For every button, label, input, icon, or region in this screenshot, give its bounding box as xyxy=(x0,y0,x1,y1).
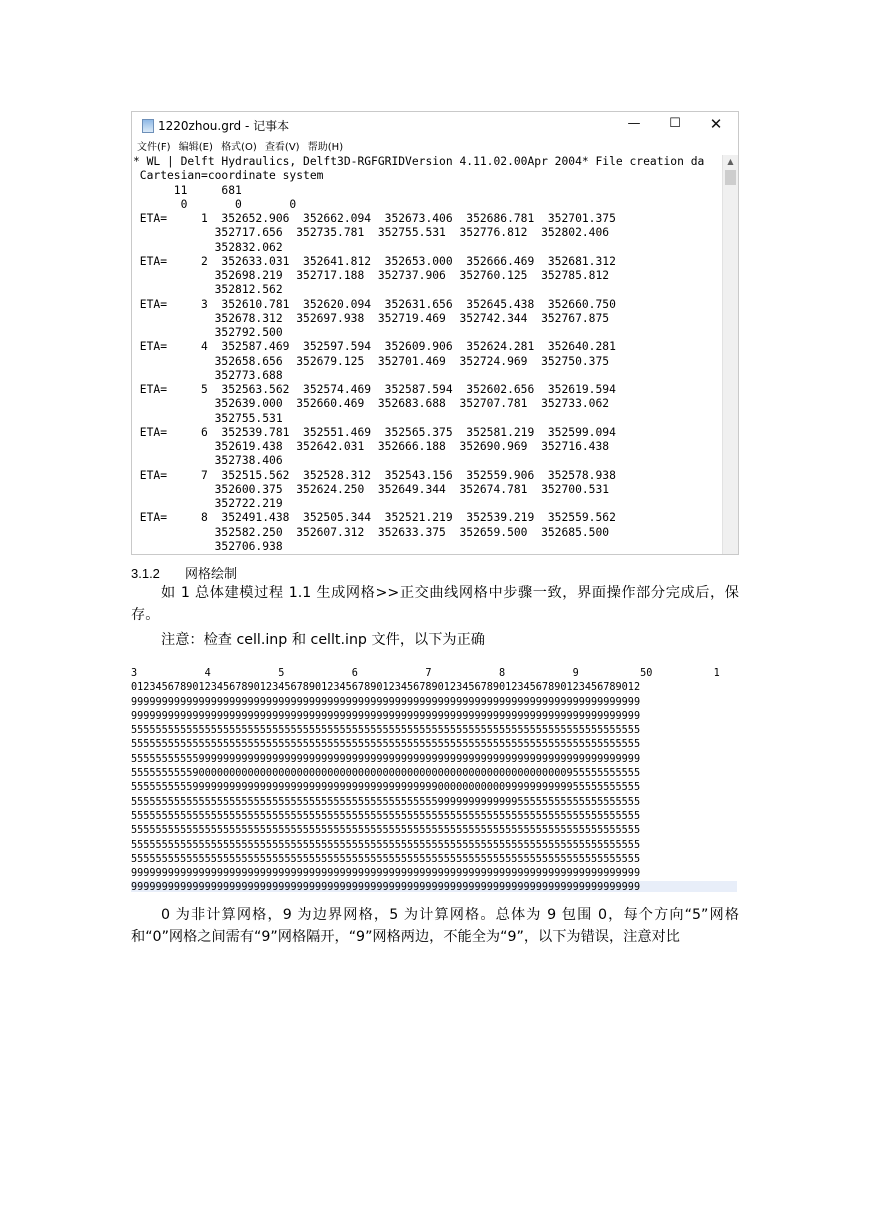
grid-row: 55555555559999999999999999999999999999999999999999000000000009999999999955555555555 xyxy=(131,782,641,794)
notepad-line: ETA= 1 352652.906 352662.094 352673.406 352686.781 352701.375 xyxy=(133,212,616,225)
menu-file[interactable]: 文件(F) xyxy=(137,142,171,153)
cell-grid-listing xyxy=(131,667,737,892)
menu-bar xyxy=(132,138,738,155)
menu-view[interactable]: 查看(V) xyxy=(264,142,300,153)
menu-format[interactable]: 格式(O) xyxy=(221,142,257,153)
close-button[interactable]: ✕ xyxy=(709,115,723,133)
grid-row: 55555555555555555555555555555555555555555555555555555555555555555555555555555555555 xyxy=(131,739,641,751)
menu-edit[interactable]: 编辑(E) xyxy=(178,142,213,153)
section-title: 网格绘制 xyxy=(185,566,238,581)
notepad-line: ETA= 4 352587.469 352597.594 352609.906 352624.281 352640.281 xyxy=(133,340,616,354)
notepad-line: 352738.406 xyxy=(133,454,283,468)
maximize-button[interactable]: ☐ xyxy=(669,116,681,131)
paragraph-2: 注意：检查 cell.inp 和 cellt.inp 文件，以下为正确 xyxy=(161,632,485,648)
window-title: 1220zhou.grd - 记事本 xyxy=(158,119,290,133)
grid-row: 99999999999999999999999999999999999999999999999999999999999999999999999999999999999 xyxy=(131,868,641,880)
notepad-line: 11 681 xyxy=(133,183,242,197)
menu-help[interactable]: 帮助(H) xyxy=(307,142,344,153)
notepad-line: ETA= 6 352539.781 352551.469 352565.375 352581.219 352599.094 xyxy=(133,425,616,439)
grid-row: 55555555555999999999999999999999999999999999999999999999999999999999999999999999999 xyxy=(131,753,641,765)
section-heading xyxy=(131,563,237,582)
grid-row: 99999999999999999999999999999999999999999999999999999999999999999999999999999999999 xyxy=(131,696,641,708)
notepad-line: 352698.219 352717.188 352737.906 352760.125 352785.812 xyxy=(133,269,610,282)
title-bar xyxy=(132,112,738,138)
minimize-button[interactable]: — xyxy=(627,116,641,131)
vertical-scrollbar[interactable] xyxy=(722,155,738,554)
notepad-line: 352658.656 352679.125 352701.469 352724.969 352750.375 xyxy=(133,354,610,368)
notepad-file-icon xyxy=(142,119,154,133)
notepad-line: ETA= 8 352491.438 352505.344 352521.219 352539.219 352559.562 xyxy=(133,511,616,525)
notepad-text-area[interactable] xyxy=(132,155,723,555)
grid-row: 55555555559000000000000000000000000000000000000000000000000000000000000955555555555 xyxy=(131,768,641,780)
grid-row: 55555555555555555555555555555555555555555555555555555555555555555555555555555555555 xyxy=(131,853,641,865)
scroll-up-arrow-icon[interactable]: ▲ xyxy=(727,157,734,166)
notepad-line: 0 0 0 xyxy=(133,197,297,211)
notepad-line: 352812.562 xyxy=(133,283,283,297)
paragraph-3: 0 为非计算网格，9 为边界网格，5 为计算网格。总体为 9 包围 0，每个方向“5”网格和“0”网格之间需有“9”网格隔开，“9”网格两边，不能全为“9”，以下为错误，注意对比 xyxy=(131,907,739,945)
grid-row: 3 4 5 6 7 8 9 50 1 xyxy=(131,668,720,679)
grid-row: 55555555555555555555555555555555555555555555555555555555555555555555555555555555555 xyxy=(131,725,641,737)
notepad-line: 352619.438 352642.031 352666.188 352690.969 352716.438 xyxy=(133,440,610,453)
grid-row: 01234567890123456789012345678901234567890123456789012345678901234567890123456789012 xyxy=(131,682,641,694)
grid-row: 55555555555555555555555555555555555555555555555555555555555555555555555555555555555 xyxy=(131,810,641,822)
notepad-line: ETA= 2 352633.031 352641.812 352653.000 352666.469 352681.312 xyxy=(133,254,616,268)
notepad-line: Cartesian=coordinate system xyxy=(133,169,324,183)
notepad-window xyxy=(131,111,739,555)
notepad-line: 352773.688 xyxy=(133,368,283,382)
grid-row: 55555555555555555555555555555555555555555555555555555555555555555555555555555555555 xyxy=(131,839,641,851)
grid-row: 55555555555555555555555555555555555555555555555555555555555555555555555555555555555 xyxy=(131,825,641,837)
notepad-line: ETA= 5 352563.562 352574.469 352587.594 352602.656 352619.594 xyxy=(133,383,616,396)
notepad-line: 352792.500 xyxy=(133,326,283,339)
grid-row: 55555555555555555555555555555555555555555555555555999999999999955555555555555555555 xyxy=(131,796,641,808)
notepad-line: 352582.250 352607.312 352633.375 352659.500 352685.500 xyxy=(133,525,610,539)
notepad-line: 352717.656 352735.781 352755.531 352776.812 352802.406 xyxy=(133,226,610,240)
notepad-line: ETA= 3 352610.781 352620.094 352631.656 352645.438 352660.750 xyxy=(133,297,616,311)
notepad-line: 352678.312 352697.938 352719.469 352742.344 352767.875 xyxy=(133,311,610,325)
notepad-line: 352600.375 352624.250 352649.344 352674.781 352700.531 xyxy=(133,482,610,496)
notepad-line: 352722.219 xyxy=(133,497,283,510)
grid-row: 99999999999999999999999999999999999999999999999999999999999999999999999999999999999 xyxy=(131,710,641,722)
notepad-line: * WL | Delft Hydraulics, Delft3D-RGFGRIDVersion 4.11.02.00Apr 2004* File creation da xyxy=(133,155,705,168)
notepad-line: 352755.531 xyxy=(133,411,283,425)
grid-row: 99999999999999999999999999999999999999999999999999999999999999999999999999999999999 xyxy=(131,881,737,892)
paragraph-1: 如 1 总体建模过程 1.1 生成网格>>正交曲线网格中步骤一致，界面操作部分完成后，保存。 xyxy=(131,585,739,623)
notepad-line: 352832.062 xyxy=(133,240,283,254)
notepad-line: ETA= 7 352515.562 352528.312 352543.156 352559.906 352578.938 xyxy=(133,468,616,482)
scrollbar-thumb[interactable] xyxy=(725,170,736,185)
notepad-line: 352639.000 352660.469 352683.688 352707.781 352733.062 xyxy=(133,397,610,411)
section-number: 3.1.2 xyxy=(131,566,160,581)
notepad-line: 352706.938 xyxy=(133,539,283,553)
